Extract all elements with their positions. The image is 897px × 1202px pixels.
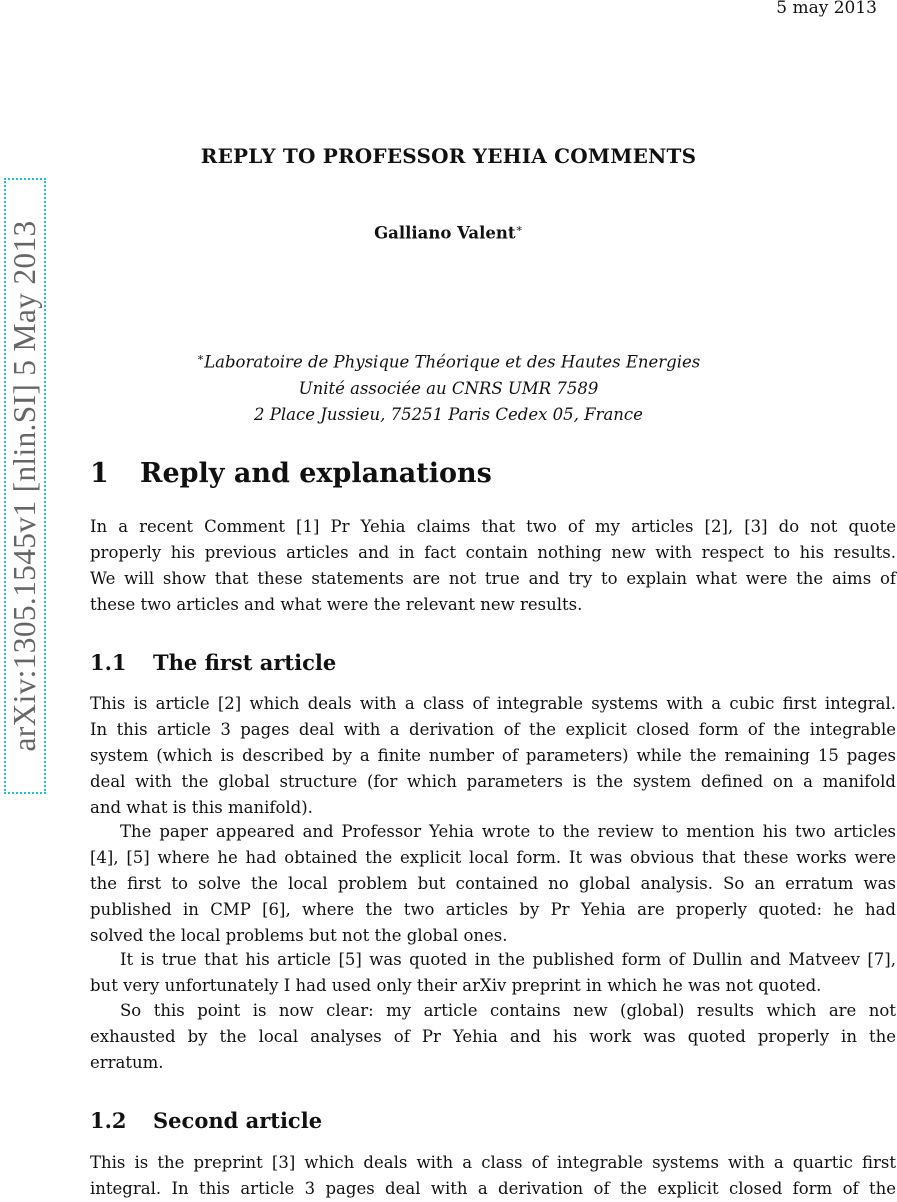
text-line: We will show that these statements are not true and try to explain what were the aims of bbox=[90, 569, 896, 588]
paragraph bbox=[90, 819, 896, 949]
paragraph bbox=[90, 947, 896, 999]
subsection-number: 1.1 bbox=[90, 650, 127, 675]
paragraph bbox=[90, 1150, 896, 1202]
author-mark: ∗ bbox=[515, 222, 523, 235]
text-line: This is article [2] which deals with a class of integrable systems with a cubic first integral. bbox=[90, 694, 896, 713]
affiliation-line-3: 2 Place Jussieu, 75251 Paris Cedex 05, France bbox=[254, 404, 643, 424]
section-heading bbox=[90, 458, 492, 489]
affiliation-line-1 bbox=[0, 345, 897, 376]
text-line: So this point is now clear: my article contains new (global) results which are not bbox=[120, 1001, 896, 1020]
paragraph bbox=[90, 691, 896, 821]
subsection-title: The first article bbox=[153, 650, 337, 675]
affiliation-lab: Laboratoire de Physique Théorique et des Hautes Energies bbox=[204, 352, 701, 372]
text-line: deal with the global structure (for which parameters is the system defined on a manifold bbox=[90, 772, 896, 791]
affiliation-mark: ∗ bbox=[196, 351, 205, 364]
author-name: Galliano Valent bbox=[374, 223, 516, 243]
section-number: 1 bbox=[90, 458, 109, 489]
text-line: In this article 3 pages deal with a derivation of the explicit closed form of the integrable bbox=[90, 720, 896, 739]
text-line: [4], [5] where he had obtained the explicit local form. It was obvious that these works were bbox=[90, 848, 896, 867]
date: 5 may 2013 bbox=[776, 0, 877, 18]
subsection-heading bbox=[90, 1108, 322, 1133]
text-line: erratum. bbox=[90, 1053, 164, 1072]
text-line: but very unfortunately I had used only their arXiv preprint in which he was not quoted. bbox=[90, 976, 822, 995]
author bbox=[0, 222, 897, 243]
arxiv-stamp bbox=[4, 178, 46, 794]
text-line: In a recent Comment [1] Pr Yehia claims that two of my articles [2], [3] do not quote bbox=[90, 517, 896, 536]
subsection-number: 1.2 bbox=[90, 1108, 127, 1133]
section-title: Reply and explanations bbox=[140, 458, 492, 489]
text-line: and what is this manifold). bbox=[90, 798, 313, 817]
paper-title: REPLY TO PROFESSOR YEHIA COMMENTS bbox=[200, 144, 697, 168]
text-line: This is the preprint [3] which deals with a class of integrable systems with a quartic first bbox=[90, 1153, 896, 1172]
text-line: properly his previous articles and in fact contain nothing new with respect to his results. bbox=[90, 543, 896, 562]
text-line: the first to solve the local problem but contained no global analysis. So an erratum was bbox=[90, 874, 896, 893]
text-line: It is true that his article [5] was quoted in the published form of Dullin and Matveev [7], bbox=[120, 950, 896, 969]
affiliation bbox=[0, 345, 897, 428]
paragraph bbox=[90, 998, 896, 1076]
text-line: system (which is described by a finite number of parameters) while the remaining 15 pages bbox=[90, 746, 896, 765]
affiliation-line-2: Unité associée au CNRS UMR 7589 bbox=[298, 378, 599, 398]
text-line: The paper appeared and Professor Yehia wrote to the review to mention his two articles bbox=[120, 822, 896, 841]
intro-paragraph bbox=[90, 514, 896, 618]
text-line: solved the local problems but not the global ones. bbox=[90, 926, 508, 945]
subsection-heading bbox=[90, 650, 336, 675]
subsection-title: Second article bbox=[153, 1108, 323, 1133]
text-line: these two articles and what were the relevant new results. bbox=[90, 595, 583, 614]
text-line: exhausted by the local analyses of Pr Yehia and his work was quoted properly in the bbox=[90, 1027, 896, 1046]
text-line: published in CMP [6], where the two articles by Pr Yehia are properly quoted: he had bbox=[90, 900, 896, 919]
text-line: integral. In this article 3 pages deal with a derivation of the explicit closed form of the bbox=[90, 1179, 896, 1198]
arxiv-identifier: arXiv:1305.1545v1 [nlin.SI] 5 May 2013 bbox=[7, 220, 42, 752]
